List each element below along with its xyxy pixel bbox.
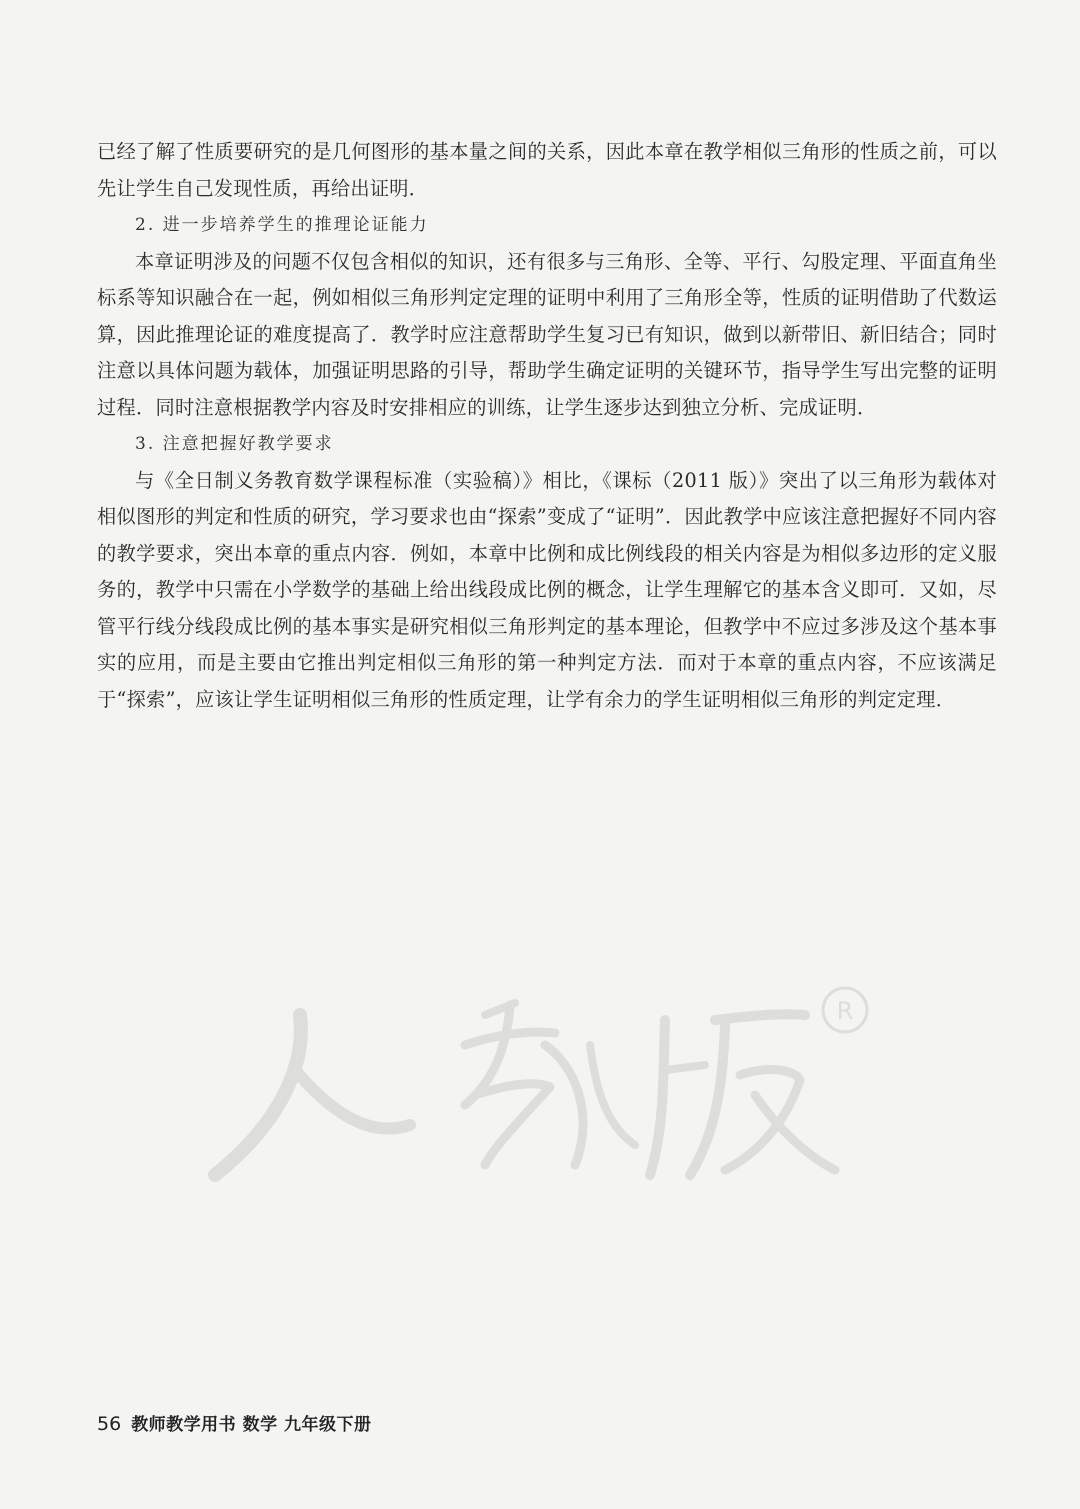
svg-text:R: R bbox=[836, 997, 854, 1025]
book-title: 教师教学用书 数学 九年级下册 bbox=[131, 1415, 372, 1435]
page-footer bbox=[97, 1410, 372, 1435]
section-heading-2: 2. 进一步培养学生的推理论证能力 bbox=[135, 215, 429, 235]
paragraph-requirements: 与《全日制义务教育数学课程标准（实验稿）》相比，《课标（2011 版）》突出了以三角形为载体对相似图形的判定和性质的研究，学习要求也由“探索”变成了“证明”．因此教学中应该注意把握好不同内容的教学要求，突出本章的重点内容．例如，本章中比例和成比例线段的相关内容是为相似多边形的定义服务的，教学中只需在小学数学的基础上给出线段成比例的概念，让学生理解它的基本含义即可．又如，尽管平行线分线段成比例的基本事实是研究相似三角形判定的基本理论，但教学中不应过多涉及这个基本事实的应用，而是主要由它推出判定相似三角形的第一种判定方法．而对于本章的重点内容，不应该满足于“探索”，应该让学生证明相似三角形的性质定理，让学有余力的学生证明相似三角形的判定定理． bbox=[97, 468, 997, 711]
paragraph-continuation: 已经了解了性质要研究的是几何图形的基本量之间的关系，因此本章在教学相似三角形的性质之前，可以先让学生自己发现性质，再给出证明． bbox=[97, 140, 997, 200]
page-number: 56 bbox=[97, 1413, 122, 1435]
paragraph-reasoning: 本章证明涉及的问题不仅包含相似的知识，还有很多与三角形、全等、平行、勾股定理、平面直角坐标系等知识融合在一起，例如相似三角形判定定理的证明中利用了三角形全等，性质的证明借助了代数运算，因此推理论证的难度提高了．教学时应注意帮助学生复习已有知识，做到以新带旧、新旧结合；同时注意以具体问题为载体，加强证明思路的引导，帮助学生确定证明的关键环节，指导学生写出完整的证明过程．同时注意根据教学内容及时安排相应的训练，让学生逐步达到独立分析、完成证明． bbox=[97, 249, 997, 419]
section-heading-3: 3. 注意把握好教学要求 bbox=[135, 434, 334, 454]
publisher-watermark-logo bbox=[195, 975, 895, 1195]
page-content bbox=[97, 134, 997, 718]
